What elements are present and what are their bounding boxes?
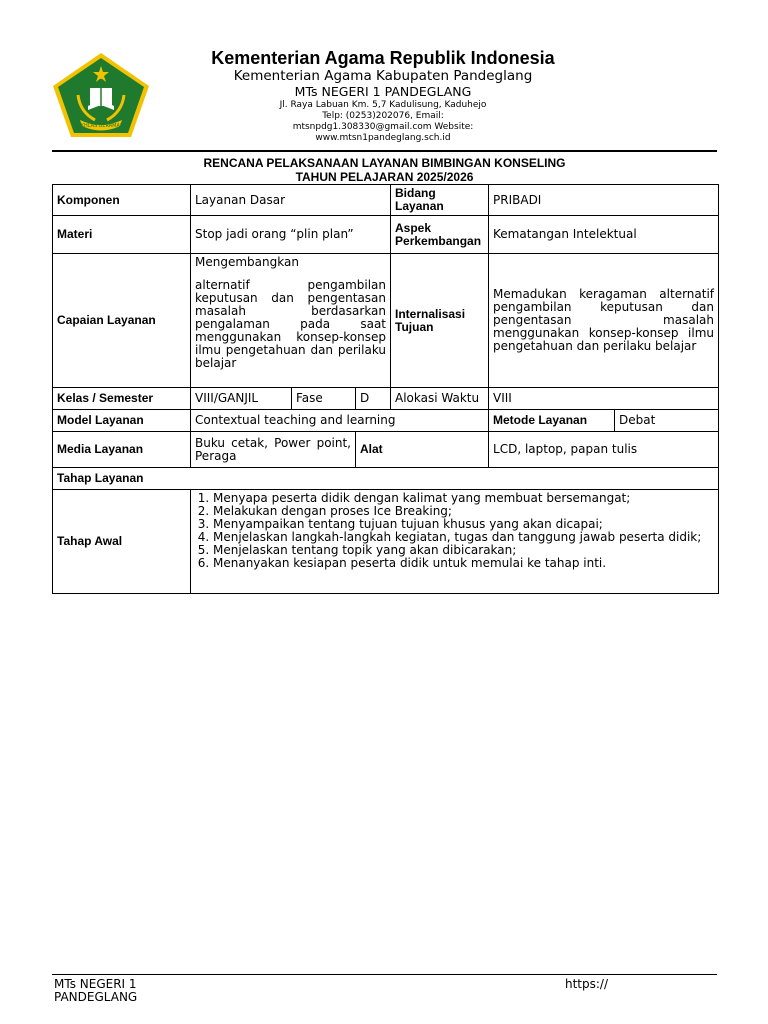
media-value: Buku cetak, Power point, Peraga: [191, 432, 356, 468]
kelas-label: Kelas / Semester: [53, 388, 191, 410]
row-media: [53, 432, 719, 468]
bidang-value: PRIBADI: [489, 185, 719, 216]
ministry-name: Kementerian Agama Republik Indonesia: [211, 48, 555, 68]
komponen-label: Komponen: [53, 185, 191, 216]
row-tahap-awal: [53, 490, 719, 594]
school-address: Jl. Raya Labuan Km. 5,7 Kadulisung, Kaduhejo: [279, 100, 487, 110]
kelas-value: VIII/GANJIL: [191, 388, 292, 410]
office-name: Kementerian Agama Kabupaten Pandeglang: [233, 68, 533, 84]
step-item: 3. Menyampaikan tentang tujuan tujuan khusus yang akan dicapai;: [213, 518, 714, 531]
row-kelas: [53, 388, 719, 410]
school-website: www.mtsn1pandeglang.sch.id: [315, 133, 451, 143]
alat-value: LCD, laptop, papan tulis: [489, 432, 719, 468]
kemenag-logo: [50, 50, 152, 140]
media-label: Media Layanan: [53, 432, 191, 468]
internalisasi-value: Memadukan keragaman alternatif pengambilan keputusan dan pengentasan masalah menggunakan konsep-konsep ilmu pengetahuan dan perilaku belajar: [489, 254, 719, 388]
metode-value: Debat: [615, 410, 719, 432]
capaian-value-line1: Mengembangkan: [195, 255, 299, 269]
materi-label: Materi: [53, 216, 191, 254]
row-model: [53, 410, 719, 432]
tahap-awal-label: Tahap Awal: [53, 490, 191, 594]
letterhead: [160, 48, 606, 144]
row-komponen: [53, 185, 719, 216]
row-materi: [53, 216, 719, 254]
footer-left-line2: PANDEGLANG: [54, 990, 138, 1004]
title-line-2: TAHUN PELAJARAN 2025/2026: [295, 170, 474, 184]
bidang-label: Bidang Layanan: [391, 185, 489, 216]
model-label: Model Layanan: [53, 410, 191, 432]
step-item: 5. Menjelaskan tentang topik yang akan dibicarakan;: [213, 544, 714, 557]
alokasi-label: Alokasi Waktu: [391, 388, 489, 410]
title-line-1: RENCANA PELAKSANAAN LAYANAN BIMBINGAN KONSELING: [203, 156, 566, 170]
step-item: 4. Menjelaskan langkah-langkah kegiatan, tugas dan tanggung jawab peserta didik;: [213, 531, 714, 544]
school-phone: Telp: (0253)202076, Email:: [322, 111, 444, 121]
school-email: mtsnpdg1.308330@gmail.com Website:: [292, 122, 474, 132]
tahap-awal-steps: [191, 490, 719, 594]
fase-value: D: [356, 388, 391, 410]
aspek-value: Kematangan Intelektual: [489, 216, 719, 254]
capaian-value: [191, 254, 391, 388]
alat-label: Alat: [356, 432, 489, 468]
footer-divider: [52, 974, 717, 975]
row-capaian: [53, 254, 719, 388]
step-item: 2. Melakukan dengan proses Ice Breaking;: [213, 505, 714, 518]
capaian-label: Capaian Layanan: [53, 254, 191, 388]
komponen-value: Layanan Dasar: [191, 185, 391, 216]
aspek-label: Aspek Perkembangan: [391, 216, 489, 254]
footer-left-line1: MTs NEGERI 1: [54, 977, 137, 991]
header-divider: [52, 150, 717, 152]
document-title: [52, 156, 717, 184]
footer-link: https://: [565, 977, 609, 991]
internalisasi-label: Internalisasi Tujuan: [391, 254, 489, 388]
materi-value: Stop jadi orang “plin plan”: [191, 216, 391, 254]
school-name: MTs NEGERI 1 PANDEGLANG: [294, 84, 472, 99]
tahap-layanan-label: Tahap Layanan: [53, 468, 719, 490]
fase-label: Fase: [292, 388, 356, 410]
metode-label: Metode Layanan: [489, 410, 615, 432]
capaian-value-line2: alternatif pengambilan keputusan dan pengentasan masalah berdasarkan pengalaman pada saat menggunakan konsep-konsep ilmu pengetahuan dan perilaku belajar: [195, 278, 387, 370]
step-item: 6. Menanyakan kesiapan peserta didik untuk memulai ke tahap inti.: [213, 557, 714, 570]
steps-list: [195, 492, 714, 570]
row-tahap-layanan: [53, 468, 719, 490]
logo-motto: IKHLAS BERAMAL: [79, 123, 123, 129]
alokasi-value: VIII: [489, 388, 719, 410]
step-item: 1. Menyapa peserta didik dengan kalimat yang membuat bersemangat;: [213, 492, 714, 505]
model-value: Contextual teaching and learning: [191, 410, 489, 432]
footer-school: [54, 978, 204, 1004]
rpl-table: [52, 184, 719, 594]
